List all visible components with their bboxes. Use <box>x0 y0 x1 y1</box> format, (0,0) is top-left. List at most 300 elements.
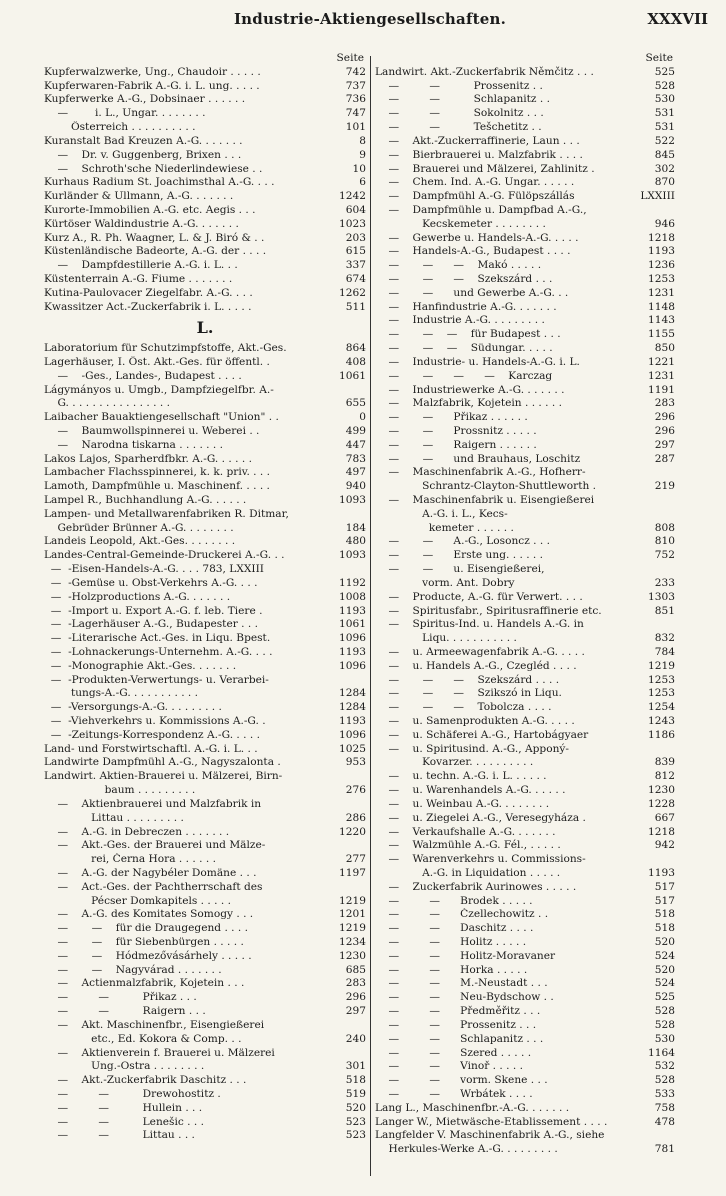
entry-text: — — u. Eisengießerei, <box>375 563 545 576</box>
entry-text: rei, Černa Hora . . . . . . <box>44 853 216 866</box>
index-entry <box>375 867 675 881</box>
index-entry <box>375 605 675 619</box>
entry-page: 301 <box>338 1060 366 1074</box>
entry-page: 528 <box>647 80 675 94</box>
entry-page: 518 <box>338 1074 366 1088</box>
column-divider <box>370 56 371 1176</box>
entry-text: Kwassitzer Act.-Zuckerfabrik i. L. . . . . <box>44 300 252 313</box>
entry-text: Kürtöser Waldindustrie A.-G. . . . . . . <box>44 217 239 230</box>
index-entry <box>375 674 675 688</box>
entry-page: 1023 <box>339 217 366 230</box>
index-entry <box>375 881 675 895</box>
entry-text: — Narodna tiskarna . . . . . . . <box>44 438 224 451</box>
entry-page: 525 <box>647 66 675 80</box>
entry-text: — Aktienbrauerei und Malzfabrik in <box>44 797 262 810</box>
index-entry <box>375 1060 675 1074</box>
index-entry <box>44 756 366 770</box>
entry-text: — — Erste ung. . . . . . <box>375 549 544 562</box>
entry-page: 528 <box>647 1019 675 1033</box>
entry-page: 1253 <box>648 673 675 686</box>
entry-text: — — Daschitz . . . . <box>375 922 534 935</box>
index-entry <box>44 687 366 701</box>
entry-page: 523 <box>338 1129 366 1143</box>
entry-page: 1220 <box>339 825 366 838</box>
entry-page: 1096 <box>339 659 366 672</box>
index-entry <box>44 1129 366 1143</box>
entry-text: — — Horka . . . . . <box>375 963 528 976</box>
index-entry <box>375 176 675 190</box>
entry-page: 655 <box>338 397 366 411</box>
entry-page: 1025 <box>339 742 366 755</box>
entry-page: 1193 <box>339 645 366 658</box>
entry-text: Gebrüder Brünner A.-G. . . . . . . . <box>44 521 234 534</box>
index-entry <box>44 936 366 950</box>
entry-page: 758 <box>647 1102 675 1116</box>
index-entry <box>44 646 366 660</box>
entry-page: 1219 <box>339 922 366 935</box>
entry-page: 1201 <box>339 908 366 921</box>
entry-page: 940 <box>338 480 366 494</box>
index-entry <box>44 384 366 398</box>
index-entry <box>44 232 366 246</box>
entry-text: Laibacher Bauaktiengesellschaft "Union" . . <box>44 411 279 424</box>
entry-text: — -Zeitungs-Korrespondenz A.-G. . . . . <box>44 728 260 741</box>
entry-page: 297 <box>647 439 675 453</box>
entry-text: — — Předměřitz . . . <box>375 1005 541 1018</box>
index-entry <box>44 466 366 480</box>
index-entry <box>44 453 366 467</box>
entry-page: 1253 <box>648 687 675 700</box>
entry-page: 783 <box>338 453 366 467</box>
index-entry <box>375 163 675 177</box>
entry-text: G. . . . . . . . . . . . . . . . <box>44 397 170 410</box>
entry-page: 1284 <box>339 701 366 714</box>
entry-text: Ung.-Ostra . . . . . . . . <box>44 1060 205 1073</box>
entry-text: — — Schlapanitz . . . <box>375 1032 544 1045</box>
entry-text: — — Brodek . . . . . <box>375 894 533 907</box>
entry-text: — — Schlapanitz . . <box>375 93 550 106</box>
entry-page: 615 <box>338 245 366 259</box>
entry-page: 1303 <box>648 590 675 603</box>
entry-text: — — Vinoř . . . . . <box>375 1060 523 1073</box>
entry-page: 1242 <box>339 190 366 203</box>
entry-page: 1061 <box>339 618 366 631</box>
entry-page: 6 <box>338 176 366 190</box>
entry-page: 203 <box>338 232 366 246</box>
index-entry <box>375 314 675 328</box>
entry-page: 1193 <box>339 604 366 617</box>
entry-text: — Akt.-Zuckerraffinerie, Laun . . . <box>375 134 580 147</box>
entry-text: — Akt.-Zuckerfabrik Daschitz . . . <box>44 1074 247 1087</box>
entry-text: Kurorte-Immobilien A.-G. etc. Aegis . . . <box>44 203 256 216</box>
entry-page: 184 <box>338 522 366 536</box>
entry-text: Österreich . . . . . . . . . . <box>44 121 196 134</box>
entry-page: 1148 <box>648 300 675 313</box>
entry-page: 101 <box>338 121 366 135</box>
entry-page: 9 <box>338 149 366 163</box>
right-column <box>375 52 675 1157</box>
entry-text: — — — Szekszárd . . . . <box>375 673 560 686</box>
entry-page: 302 <box>647 163 675 177</box>
entry-page: 1231 <box>648 369 675 382</box>
entry-text: — u. Samenprodukten A.-G. . . . . <box>375 715 575 727</box>
entry-page: 810 <box>647 535 675 549</box>
index-entry <box>375 135 675 149</box>
entry-text: Langer W., Mietwäsche-Etablissement . . . . <box>375 1115 608 1128</box>
index-entry <box>44 881 366 895</box>
index-entry <box>44 991 366 1005</box>
index-entry <box>375 342 675 356</box>
index-entry <box>375 549 675 563</box>
entry-text: vorm. Ant. Dobry <box>375 576 515 589</box>
index-entry <box>375 784 675 798</box>
entry-page: 1218 <box>648 825 675 838</box>
entry-text: — Industriewerke A.-G. . . . . . . <box>375 383 565 396</box>
index-entry <box>375 853 675 867</box>
index-entry <box>44 743 366 757</box>
index-entry <box>44 176 366 190</box>
entry-page: 517 <box>647 881 675 895</box>
entry-text: — Chem. Ind. A.-G. Ungar. . . . . . <box>375 176 575 189</box>
entry-page: 283 <box>338 977 366 991</box>
index-entry <box>44 204 366 218</box>
entry-text: — Bierbrauerei u. Malzfabrik . . . . <box>375 148 583 161</box>
index-entry <box>44 439 366 453</box>
entry-text: Landeis Leopold, Akt.-Ges. . . . . . . . <box>44 535 236 548</box>
entry-text: — — Hullein . . . <box>44 1101 203 1114</box>
entry-text: Kurhaus Radium St. Joachimsthal A.-G. . . . <box>44 176 275 189</box>
entry-page: 1234 <box>339 936 366 948</box>
index-entry <box>375 370 675 384</box>
index-entry <box>44 287 366 301</box>
index-entry <box>375 356 675 370</box>
entry-page: 296 <box>647 425 675 439</box>
entry-text: Landwirte Dampfmühl A.-G., Nagyszalonta . <box>44 756 281 769</box>
index-entry <box>44 1116 366 1130</box>
index-entry <box>44 218 366 232</box>
entry-text: — Dampfmühl A.-G. Fülöpszállás <box>375 190 575 203</box>
index-entry <box>375 1088 675 1102</box>
entry-text: — Akt. Maschinenfbr., Eisengießerei <box>44 1018 265 1031</box>
index-entry <box>44 922 366 936</box>
entry-page: 408 <box>338 356 366 370</box>
entry-text: — -Ges., Landes-, Budapest . . . . <box>44 369 242 382</box>
entry-page: 286 <box>338 812 366 826</box>
entry-text: — Handels-A.-G., Budapest . . . . <box>375 245 571 258</box>
index-entry <box>44 715 366 729</box>
entry-text: — — Tešchetitz . . <box>375 121 542 134</box>
entry-text: Kurz A., R. Ph. Waagner, L. & J. Biró & . . <box>44 231 265 244</box>
index-entry <box>44 93 366 107</box>
entry-page: 1219 <box>339 894 366 907</box>
entry-text: Schrantz-Clayton-Shuttleworth . <box>375 480 597 493</box>
seite-label: Seite <box>336 52 364 64</box>
entry-text: — — Prossenitz . . . <box>375 1018 537 1031</box>
entry-page: 812 <box>647 770 675 784</box>
index-entry <box>375 701 675 715</box>
entry-page: LXXIII <box>640 190 675 203</box>
index-entry <box>44 632 366 646</box>
entry-page: 1008 <box>339 590 366 603</box>
entry-text: — -Viehverkehrs u. Kommissions A.-G. . <box>44 715 266 727</box>
entry-text: — -Versorgungs-A.-G. . . . . . . . . <box>44 701 222 714</box>
entry-page: 240 <box>338 1033 366 1047</box>
index-entry <box>44 66 366 80</box>
seite-label: Seite <box>645 52 673 64</box>
entry-text: — u. Handels A.-G., Czegléd . . . . <box>375 659 577 672</box>
entry-text: — -Import u. Export A.-G. f. leb. Tiere . <box>44 604 263 617</box>
entry-text: — -Monographie Akt.-Ges. . . . . . . <box>44 659 237 672</box>
entry-page: 531 <box>647 107 675 121</box>
entry-text: — — und Gewerbe A.-G. . . <box>375 286 569 299</box>
index-entry <box>375 577 675 591</box>
entry-text: — u. Warenhandels A.-G. . . . . . <box>375 784 566 797</box>
entry-text: — Industrie A.-G. . . . . . . . . <box>375 314 545 327</box>
entry-page: 276 <box>338 784 366 798</box>
entry-page: 1191 <box>648 383 675 396</box>
entry-text: — — — Südungar. . . . . <box>375 342 553 355</box>
entry-page: 1193 <box>648 245 675 258</box>
entry-text: — Schroth'sche Niederlindewiese . . <box>44 162 263 175</box>
entry-text: — A.-G. in Debreczen . . . . . . . <box>44 825 230 838</box>
entry-page: 808 <box>647 522 675 536</box>
entry-page: 752 <box>647 549 675 563</box>
entry-text: — -Literarische Act.-Ges. in Liqu. Bpest. <box>44 632 271 645</box>
entry-text: — — Littau . . . <box>44 1129 195 1142</box>
entry-text: — Dr. v. Guggenberg, Brixen . . . <box>44 148 242 161</box>
entry-text: Kuranstalt Bad Kreuzen A.-G. . . . . . . <box>44 134 243 147</box>
entry-page: 845 <box>647 149 675 163</box>
entry-text: Laboratorium für Schutzimpfstoffe, Akt.-Ges. <box>44 342 287 355</box>
entry-page: 1221 <box>648 355 675 368</box>
entry-page: 1164 <box>648 1046 675 1059</box>
entry-text: — Walzmühle A.-G. Fél., . . . . . <box>375 839 561 852</box>
entry-text: — Industrie- u. Handels-A.-G. i. L. <box>375 355 580 368</box>
entry-page: 685 <box>338 964 366 978</box>
entry-text: — u. Spiritusind. A.-G., Apponý- <box>375 742 569 755</box>
entry-text: — Akt.-Ges. der Brauerei und Mälze- <box>44 839 266 852</box>
entry-text: — Spiritus-Ind. u. Handels A.-G. in <box>375 618 584 631</box>
index-entry <box>375 632 675 646</box>
entry-page: 1197 <box>339 866 366 879</box>
index-entry <box>44 356 366 370</box>
index-entry <box>375 1102 675 1116</box>
entry-page: 478 <box>647 1116 675 1130</box>
entry-text: baum . . . . . . . . . <box>44 784 196 797</box>
entry-text: Landwirt. Aktien-Brauerei u. Mälzerei, Birn- <box>44 770 283 783</box>
entry-text: — Spiritusfabr., Spiritusraffinerie etc. <box>375 604 602 617</box>
entry-page: 667 <box>647 812 675 826</box>
entry-page: 518 <box>647 922 675 936</box>
entry-page: 604 <box>338 204 366 218</box>
page-title: Industrie-Aktiengesellschaften. <box>233 10 507 28</box>
entry-text: — Actienmalzfabrik, Kojetein . . . <box>44 977 245 990</box>
entry-page: 1219 <box>648 659 675 672</box>
index-entry <box>44 411 366 425</box>
index-entry <box>375 425 675 439</box>
entry-page: 497 <box>338 466 366 480</box>
index-entry <box>375 591 675 605</box>
entry-page: 839 <box>647 756 675 770</box>
entry-page: 523 <box>338 1116 366 1130</box>
index-entry <box>44 812 366 826</box>
index-entry <box>375 439 675 453</box>
index-entry <box>44 826 366 840</box>
index-entry <box>44 273 366 287</box>
index-entry <box>375 301 675 315</box>
entry-page: 480 <box>338 535 366 549</box>
entry-page: 531 <box>647 121 675 135</box>
entry-page: 870 <box>647 176 675 190</box>
index-entry <box>44 190 366 204</box>
index-entry <box>44 425 366 439</box>
entry-text: — — — Szekszárd . . . <box>375 273 553 285</box>
index-entry <box>375 80 675 94</box>
entry-text: — — Sokolnitz . . . <box>375 107 544 120</box>
entry-page: 283 <box>647 397 675 411</box>
index-entry <box>44 107 366 121</box>
entry-text: — — vorm. Skene . . . <box>375 1074 548 1087</box>
entry-text: — Dampfdestillerie A.-G. i. L. . . <box>44 259 238 272</box>
index-entry <box>44 867 366 881</box>
entry-text: — — — Tobolcza . . . . <box>375 701 552 714</box>
index-entry <box>375 522 675 536</box>
index-entry <box>375 121 675 135</box>
index-entry <box>375 190 675 204</box>
index-entry <box>44 301 366 315</box>
index-entry <box>375 273 675 287</box>
index-entry <box>375 259 675 273</box>
index-entry <box>44 1019 366 1033</box>
entry-page: 942 <box>647 839 675 853</box>
entry-page: 1096 <box>339 728 366 741</box>
index-entry <box>375 245 675 259</box>
index-entry <box>44 839 366 853</box>
entry-text: Lamoth, Dampfmühle u. Maschinenf. . . . . <box>44 480 270 493</box>
entry-text: — -Eisen-Handels-A.-G. . . . 783, LXXIII <box>44 563 264 576</box>
entry-text: Kupferwaren-Fabrik A.-G. i. L. ung. . . . . <box>44 79 260 92</box>
index-entry <box>375 991 675 1005</box>
entry-page: 1236 <box>648 259 675 272</box>
entry-page: 1262 <box>339 286 366 299</box>
entry-page: 520 <box>647 936 675 950</box>
entry-text: — Dampfmühle u. Dampfbad A.-G., <box>375 203 587 216</box>
index-entry <box>44 1074 366 1088</box>
entry-page: 522 <box>647 135 675 149</box>
entry-text: — u. Ziegelei A.-G., Veresegyháza . <box>375 811 586 824</box>
index-entry <box>375 204 675 218</box>
index-entry <box>375 826 675 840</box>
index-entry <box>375 494 675 508</box>
entry-text: — Act.-Ges. der Pachtherrschaft des <box>44 880 263 893</box>
index-entry <box>375 798 675 812</box>
entry-text: Littau . . . . . . . . . <box>44 811 184 824</box>
index-entry <box>375 66 675 80</box>
index-entry <box>375 218 675 232</box>
index-entry <box>375 1116 675 1130</box>
entry-text: Liqu. . . . . . . . . . . <box>375 632 517 645</box>
index-entry <box>44 618 366 632</box>
entry-page: 337 <box>338 259 366 273</box>
entry-text: — — M.-Neustadt . . . <box>375 977 548 990</box>
index-entry <box>44 964 366 978</box>
entry-text: Lampel R., Buchhandlung A.-G. . . . . . <box>44 494 247 506</box>
index-entry <box>375 756 675 770</box>
entry-page: 742 <box>338 66 366 80</box>
entry-text: Landes-Central-Gemeinde-Druckerei A.-G. . . <box>44 549 285 562</box>
entry-text: — — A.-G., Losoncz . . . <box>375 535 550 548</box>
index-entry <box>375 618 675 632</box>
index-entry <box>44 370 366 384</box>
index-entry <box>44 494 366 508</box>
index-entry <box>375 715 675 729</box>
entry-page: 524 <box>647 977 675 991</box>
entry-page: 10 <box>338 163 366 177</box>
entry-page: 8 <box>338 135 366 149</box>
index-entry <box>375 839 675 853</box>
index-entry <box>375 977 675 991</box>
entry-page: 519 <box>338 1088 366 1102</box>
entry-page: 1193 <box>339 715 366 727</box>
index-entry <box>375 908 675 922</box>
entry-page: 1155 <box>648 328 675 341</box>
entry-text: Kupferwalzwerke, Ung., Chaudoir . . . . . <box>44 65 261 78</box>
index-entry <box>375 1074 675 1088</box>
entry-text: — Maschinenfabrik A.-G., Hofherr- <box>375 466 586 479</box>
entry-page: 528 <box>647 1074 675 1088</box>
entry-text: — — und Brauhaus, Loschitz <box>375 452 581 465</box>
entry-text: — — Holitz . . . . . <box>375 936 527 948</box>
entry-text: — u. Armeewagenfabrik A.-G. . . . . <box>375 645 585 658</box>
entry-page: 1253 <box>648 273 675 285</box>
entry-text: Lang L., Maschinenfbr.-A.-G. . . . . . . <box>375 1101 570 1114</box>
entry-text: — — Szered . . . . . <box>375 1046 532 1059</box>
index-entry <box>44 342 366 356</box>
entry-page: 524 <box>647 950 675 964</box>
index-entry <box>375 660 675 674</box>
entry-text: Lagerhäuser, I. Öst. Akt.-Ges. für öffentl. . <box>44 355 270 368</box>
index-entry <box>44 591 366 605</box>
entry-page: 533 <box>647 1088 675 1102</box>
entry-page: 1143 <box>648 314 675 327</box>
entry-page: 1093 <box>339 549 366 562</box>
entry-text: — — Čzellechowitz . . <box>375 908 549 921</box>
entry-text: — Baumwollspinnerei u. Weberei . . <box>44 424 260 437</box>
index-entry <box>375 687 675 701</box>
page-number: XXXVII <box>647 10 708 28</box>
index-entry <box>375 1019 675 1033</box>
index-entry <box>44 605 366 619</box>
entry-page: 1193 <box>648 866 675 879</box>
index-entry <box>375 107 675 121</box>
entry-page: 946 <box>647 218 675 232</box>
index-entry <box>44 784 366 798</box>
index-entry <box>44 1060 366 1074</box>
entry-text: A.-G. in Liquidation . . . . . <box>375 866 561 879</box>
index-entry <box>44 660 366 674</box>
entry-text: — — Přikaz . . . <box>44 991 197 1004</box>
index-entry <box>375 895 675 909</box>
index-entry <box>44 397 366 411</box>
index-entry <box>44 259 366 273</box>
entry-page: 518 <box>647 908 675 922</box>
index-entry <box>375 480 675 494</box>
index-entry <box>375 563 675 577</box>
entry-page: 1230 <box>339 949 366 962</box>
entry-text: — — Nagyvárad . . . . . . . <box>44 963 222 976</box>
index-entry <box>44 977 366 991</box>
entry-text: — Malzfabrik, Kojetein . . . . . . <box>375 397 562 410</box>
